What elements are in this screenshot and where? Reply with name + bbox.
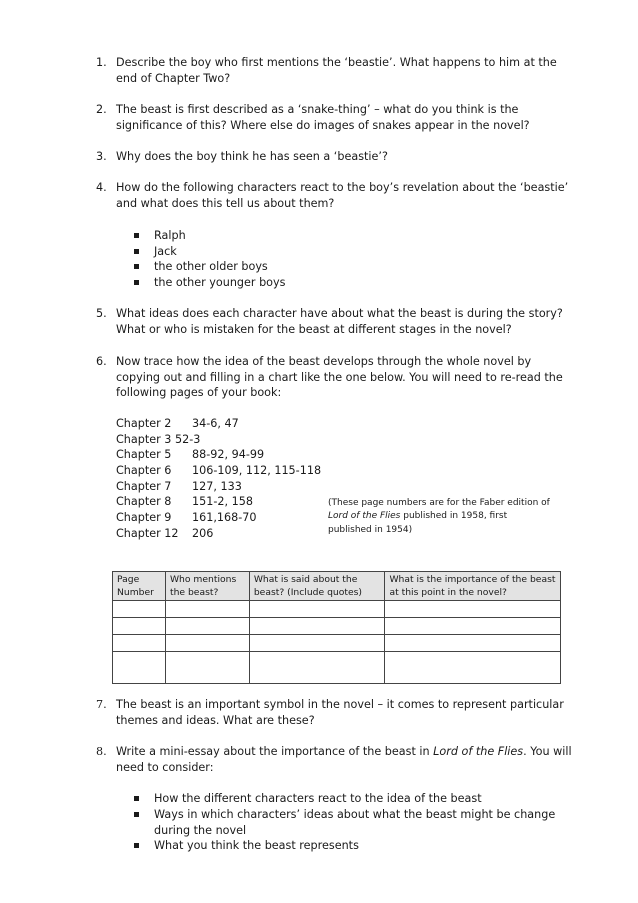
- question-number: 7.: [96, 698, 107, 711]
- table-row: [113, 618, 561, 635]
- table-cell: [165, 618, 249, 635]
- table-cell: [249, 618, 385, 635]
- question-1: [96, 55, 576, 86]
- bullet-square-icon: [134, 233, 139, 238]
- edition-note: (These page numbers are for the Faber edition of Lord of the Flies published in 1958, first published in 1954): [328, 498, 550, 535]
- table-cell: [385, 652, 561, 684]
- question-text: What ideas does each character have about what the beast is during the story? What or who is mistaken for the beast at different stages in the novel?: [116, 307, 563, 336]
- question-6: [96, 354, 576, 401]
- list-item: Ways in which characters’ ideas about what the beast might be change during the novel: [134, 807, 574, 838]
- chapter-row: Chapter 7 127, 133: [116, 480, 242, 493]
- question-text: The beast is an important symbol in the novel – it comes to represent particular themes and ideas. What are these?: [116, 698, 564, 727]
- table-cell: [113, 635, 166, 652]
- table-cell: [113, 601, 166, 618]
- chapter-row: Chapter 5 88-92, 94-99: [116, 448, 265, 461]
- question-2: [96, 102, 576, 133]
- column-header: Who mentions the beast?: [165, 572, 249, 601]
- question-text: How do the following characters react to the boy’s revelation about the ‘beastie’ and what does this tell us about them?: [116, 181, 569, 210]
- question-number: 2.: [96, 103, 107, 116]
- table-cell: [165, 652, 249, 684]
- table-cell: [113, 618, 166, 635]
- question-4: [96, 180, 576, 211]
- question-number: 5.: [96, 307, 107, 320]
- chapter-row: Chapter 9 161,168-70: [116, 511, 257, 524]
- question-text: Write a mini-essay about the importance of the beast in Lord of the Flies. You will need to consider:: [116, 745, 572, 774]
- table-cell: [113, 652, 166, 684]
- bullet-square-icon: [134, 249, 139, 254]
- chapter-row: Chapter 8 151-2, 158: [116, 495, 253, 508]
- question-5: [96, 306, 576, 337]
- question-number: 1.: [96, 56, 107, 69]
- question-7: [96, 697, 576, 728]
- table-row: [113, 635, 561, 652]
- bullet-square-icon: [134, 280, 139, 285]
- bullet-square-icon: [134, 796, 139, 801]
- question-number: 8.: [96, 745, 107, 758]
- question-number: 6.: [96, 355, 107, 368]
- column-header: Page Number: [113, 572, 166, 601]
- table-cell: [249, 652, 385, 684]
- table-cell: [249, 601, 385, 618]
- column-header: What is said about the beast? (Include quotes): [249, 572, 385, 601]
- chapter-row: Chapter 2 34-6, 47: [116, 417, 239, 430]
- question-text: Now trace how the idea of the beast develops through the whole novel by copying out and filling in a chart like the one below. You will need to re-read the following pages of your book:: [116, 355, 563, 400]
- list-item: the other older boys: [134, 259, 574, 275]
- table-row: [113, 601, 561, 618]
- table-row: [113, 652, 561, 684]
- table-cell: [165, 601, 249, 618]
- bullet-square-icon: [134, 812, 139, 817]
- list-item: Jack: [134, 244, 574, 260]
- chapter-row: Chapter 12 206: [116, 527, 214, 540]
- question-3: [96, 149, 576, 165]
- table-cell: [385, 601, 561, 618]
- table-header-row: [113, 572, 561, 601]
- question-8: [96, 744, 576, 775]
- table-cell: [165, 635, 249, 652]
- column-header: What is the importance of the beast at this point in the novel?: [385, 572, 561, 601]
- question-number: 4.: [96, 181, 107, 194]
- chapter-row: Chapter 6 106-109, 112, 115-118: [116, 464, 322, 477]
- list-item: How the different characters react to the idea of the beast: [134, 791, 574, 807]
- list-item: What you think the beast represents: [134, 838, 574, 854]
- table-cell: [249, 635, 385, 652]
- beast-chart-table: [112, 571, 561, 684]
- chapter-row: Chapter 3 52-3: [116, 433, 201, 446]
- bullet-square-icon: [134, 264, 139, 269]
- bullet-square-icon: [134, 843, 139, 848]
- list-item: Ralph: [134, 228, 574, 244]
- question-text: The beast is first described as a ‘snake-thing’ – what do you think is the significance of this? Where else do images of snakes appear in the novel?: [116, 103, 530, 132]
- table-cell: [385, 618, 561, 635]
- table-cell: [385, 635, 561, 652]
- list-item: the other younger boys: [134, 275, 574, 291]
- question-text: Why does the boy think he has seen a ‘beastie’?: [116, 150, 388, 163]
- question-number: 3.: [96, 150, 107, 163]
- question-text: Describe the boy who first mentions the ‘beastie’. What happens to him at the end of Chapter Two?: [116, 56, 557, 85]
